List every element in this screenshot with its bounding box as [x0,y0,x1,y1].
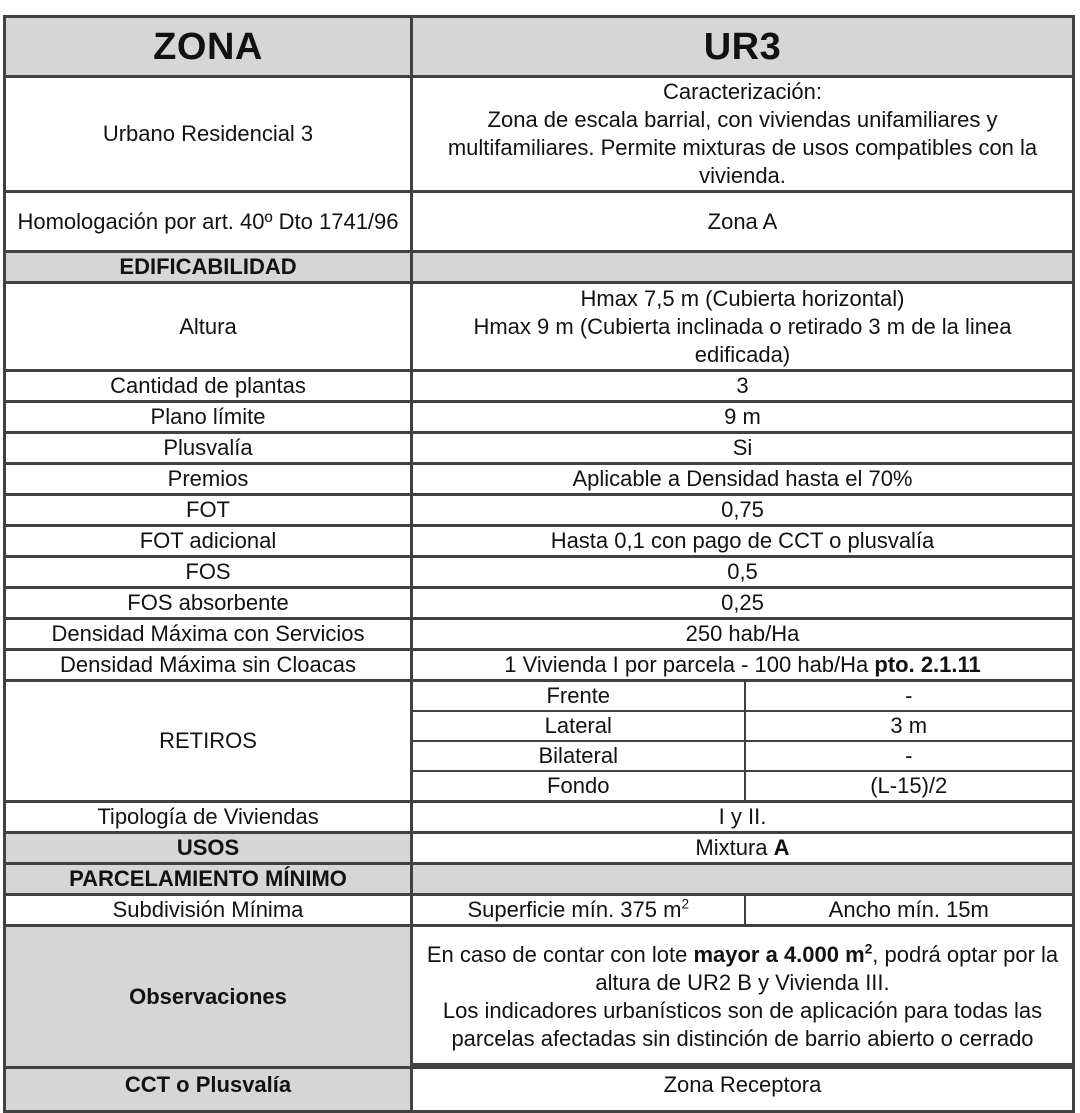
homologacion-row [5,192,1074,252]
parcelamiento-section-label: PARCELAMIENTO MÍNIMO [5,864,412,895]
caracterizacion-title: Caracterización: [663,79,822,104]
densidad-servicios-row [5,619,1074,650]
premios-row [5,464,1074,495]
subdivision-superficie-text: Superficie mín. 375 m [467,897,682,922]
premios-label: Premios [5,464,412,495]
plusvalia-row [5,433,1074,464]
subdivision-label: Subdivisión Mínima [5,895,412,926]
densidad-cloacas-ref: pto. 2.1.11 [874,652,981,677]
homologacion-value: Zona A [412,192,1074,252]
edificabilidad-section-row [5,252,1074,283]
cct-label: CCT o Plusvalía [5,1068,412,1112]
cct-value: Zona Receptora [412,1068,1074,1112]
plano-limite-row [5,402,1074,433]
observaciones-p1-post: , podrá optar por la altura de UR2 B y Vivienda III. [595,941,1059,995]
caracterizacion-cell [412,77,1074,192]
usos-value-text: Mixtura [695,835,774,860]
retiro-fondo-name: Fondo [412,771,745,802]
header-row [5,17,1074,77]
usos-row [5,833,1074,864]
fot-adicional-value: Hasta 0,1 con pago de CCT o plusvalía [412,526,1074,557]
densidad-servicios-label: Densidad Máxima con Servicios [5,619,412,650]
homologacion-label: Homologación por art. 40º Dto 1741/96 [5,192,412,252]
altura-value [412,283,1074,371]
fot-adicional-label: FOT adicional [5,526,412,557]
fot-value: 0,75 [412,495,1074,526]
subdivision-superficie [412,895,745,926]
subdivision-ancho: Ancho mín. 15m [745,895,1074,926]
observaciones-p1-bold: mayor a 4.000 m [693,941,865,967]
densidad-cloacas-label: Densidad Máxima sin Cloacas [5,650,412,681]
cantidad-plantas-label: Cantidad de plantas [5,371,412,402]
cantidad-plantas-row [5,371,1074,402]
usos-value-letter: A [773,835,790,860]
cct-row [5,1068,1074,1112]
altura-line1: Hmax 7,5 m (Cubierta horizontal) [580,285,905,311]
usos-value [412,833,1074,864]
subdivision-superficie-sup: 2 [681,896,690,912]
parcelamiento-section-row [5,864,1074,895]
fot-row [5,495,1074,526]
fos-absorbente-label: FOS absorbente [5,588,412,619]
altura-label: Altura [5,283,412,371]
densidad-servicios-value: 250 hab/Ha [412,619,1074,650]
cantidad-plantas-value: 3 [412,371,1074,402]
densidad-cloacas-text: 1 Vivienda I por parcela - 100 hab/Ha [504,652,875,677]
fos-row [5,557,1074,588]
edificabilidad-empty-cell [412,252,1074,283]
premios-value: Aplicable a Densidad hasta el 70% [412,464,1074,495]
observaciones-label: Observaciones [5,926,412,1068]
caracterizacion-row [5,77,1074,192]
fos-label: FOS [5,557,412,588]
parcelamiento-empty-cell [412,864,1074,895]
retiro-bilateral-name: Bilateral [412,741,745,771]
fos-absorbente-value: 0,25 [412,588,1074,619]
zone-code-header-cell: UR3 [412,17,1074,77]
retiro-lateral-value: 3 m [745,711,1074,741]
altura-line2: Hmax 9 m (Cubierta inclinada o retirado 3 m de la linea edificada) [473,313,1012,367]
plano-limite-value: 9 m [412,402,1074,433]
retiros-frente-row [5,681,1074,712]
plusvalia-label: Plusvalía [5,433,412,464]
zone-name-cell: Urbano Residencial 3 [5,77,412,192]
tipologia-value: I y II. [412,802,1074,833]
observaciones-paragraph-1 [423,941,1062,997]
observaciones-p1-pre: En caso de contar con lote [426,941,694,967]
zoning-table [3,15,1075,1113]
plano-limite-label: Plano límite [5,402,412,433]
retiros-label: RETIROS [5,681,412,802]
densidad-cloacas-value [412,650,1074,681]
fot-label: FOT [5,495,412,526]
plusvalia-value: Si [412,433,1074,464]
subdivision-row [5,895,1074,926]
observaciones-row [5,926,1074,1068]
altura-row [5,283,1074,371]
densidad-cloacas-row [5,650,1074,681]
fot-adicional-row [5,526,1074,557]
caracterizacion-body: Zona de escala barrial, con viviendas unifamiliares y multifamiliares. Permite mixturas de usos compatibles con la vivienda. [447,107,1038,188]
zoning-table-container [3,15,1072,1097]
fos-absorbente-row [5,588,1074,619]
usos-section-label: USOS [5,833,412,864]
observaciones-value [412,926,1074,1068]
retiro-frente-value: - [745,681,1074,712]
retiro-lateral-name: Lateral [412,711,745,741]
retiro-frente-name: Frente [412,681,745,712]
observaciones-p1-sup: 2 [864,941,873,957]
observaciones-paragraph-2: Los indicadores urbanísticos son de aplicación para todas las parcelas afectadas sin distinción de barrio abierto o cerrado [442,997,1043,1051]
fos-value: 0,5 [412,557,1074,588]
edificabilidad-section-label: EDIFICABILIDAD [5,252,412,283]
tipologia-label: Tipología de Viviendas [5,802,412,833]
tipologia-row [5,802,1074,833]
zona-header-cell: ZONA [5,17,412,77]
retiro-fondo-value: (L-15)/2 [745,771,1074,802]
retiro-bilateral-value: - [745,741,1074,771]
